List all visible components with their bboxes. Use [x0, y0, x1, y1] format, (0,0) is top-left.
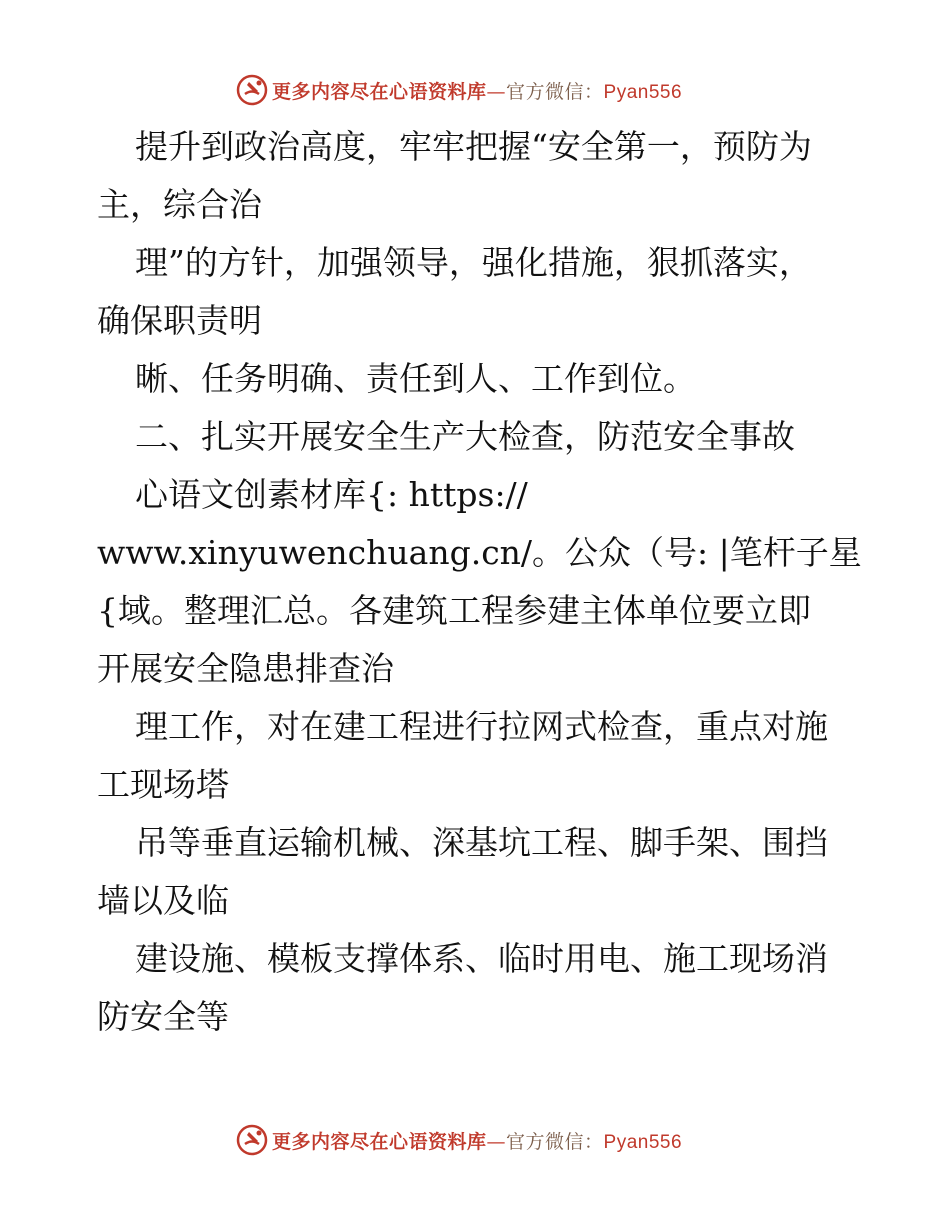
body-line: 主，综合治	[97, 185, 262, 224]
header-banner	[236, 73, 682, 107]
body-line: 墙以及临	[97, 881, 229, 920]
body-line: 工现场塔	[97, 765, 229, 804]
section-heading: 二、扎实开展安全生产大检查，防范安全事故	[135, 417, 795, 456]
header-wechat-id: Pyan556	[603, 81, 683, 103]
header-banner-text	[272, 77, 682, 104]
book-pen-logo-icon	[236, 74, 268, 106]
body-line: 防安全等	[97, 997, 229, 1036]
footer-wechat-label: 官方微信：	[506, 1130, 604, 1153]
body-line: 晰、任务明确、责任到人、工作到位。	[135, 359, 696, 398]
body-line: 理工作，对在建工程进行拉网式检查，重点对施	[135, 707, 828, 746]
footer-brand-text: 更多内容尽在心语资料库	[272, 1130, 487, 1153]
footer-banner	[236, 1123, 682, 1157]
header-wechat-label: 官方微信：	[506, 80, 604, 103]
body-line: 确保职责明	[97, 301, 262, 340]
document-body	[97, 118, 897, 1046]
body-line: 提升到政治高度，牢牢把握“安全第一，预防为	[135, 127, 812, 166]
body-line: www.xinyuwenchuang.cn/。公众（号: |笔杆子星	[97, 533, 862, 572]
body-line: 理”的方针，加强领导，强化措施，狠抓落实，	[135, 243, 812, 282]
body-line: 吊等垂直运输机械、深基坑工程、脚手架、围挡	[135, 823, 828, 862]
body-line: 建设施、模板支撑体系、临时用电、施工现场消	[135, 939, 828, 978]
footer-banner-text	[272, 1127, 682, 1154]
header-separator: —	[486, 80, 507, 103]
book-pen-logo-icon	[236, 1124, 268, 1156]
body-line: 开展安全隐患排查治	[97, 649, 394, 688]
footer-separator: —	[486, 1130, 507, 1153]
body-line: {域。整理汇总。各建筑工程参建主体单位要立即	[97, 591, 811, 630]
header-brand-text: 更多内容尽在心语资料库	[272, 80, 487, 103]
footer-wechat-id: Pyan556	[603, 1131, 683, 1153]
body-line: 心语文创素材库{: https://	[135, 475, 528, 514]
